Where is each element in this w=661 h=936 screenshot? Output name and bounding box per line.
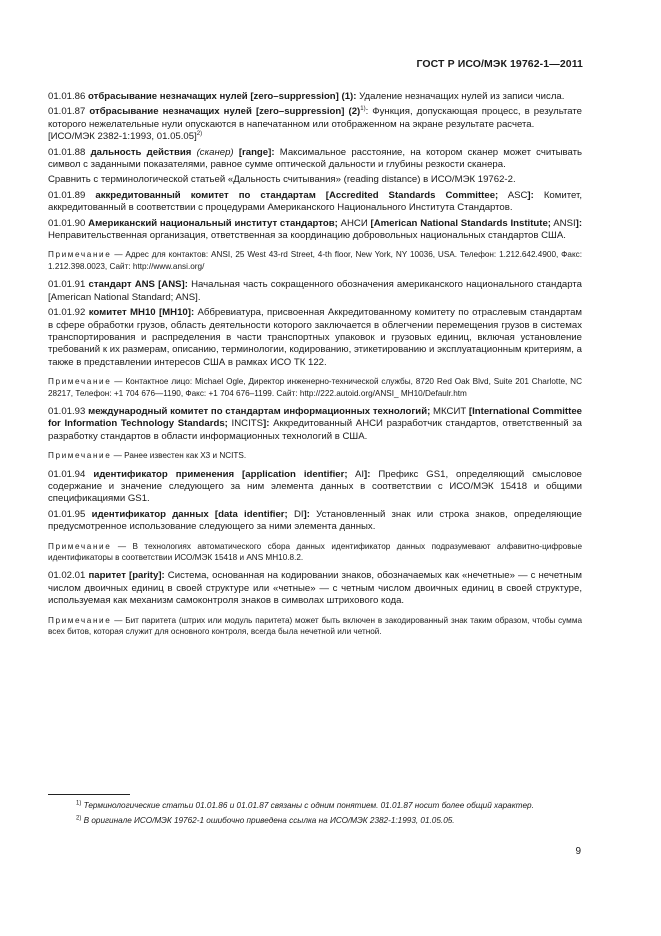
entry-abbr-en: ANSI xyxy=(551,217,576,229)
entry-reference: [ИСО/МЭК 2382-1:1993, 01.05.05] xyxy=(48,131,197,143)
entry-term-en: [American National Standards Institute; xyxy=(370,217,551,229)
entry-01-01-94 xyxy=(48,469,582,506)
entry-term: отбрасывание незначащих нулей [zero–suppression] (1): xyxy=(88,91,357,102)
entry-01-01-89 xyxy=(48,190,582,215)
note-text: — Бит паритета (штрих или модуль паритета) может быть включен в закодированный знак таким образом, чтобы сумма всех битов, которая служит для основного контроля, всегда была нечетной или четной. xyxy=(48,615,582,637)
note-01-01-93 xyxy=(48,450,582,461)
note-label: Примечание xyxy=(48,377,112,387)
entry-abbr: AI xyxy=(347,468,365,480)
entry-01-01-87 xyxy=(48,106,582,143)
note-01-01-95 xyxy=(48,541,582,564)
footnotes xyxy=(48,800,582,829)
note-text: — Адрес для контактов: ANSI, 25 West 43-rd Street, 4-th floor, New York, NY 10036, USA. Телефон: 1.212.642.4900, Факс: 1.212.398.0023, Сайт: http://www.ansi.org/ xyxy=(48,250,583,271)
note-01-02-01 xyxy=(48,615,582,638)
note-01-01-90 xyxy=(48,249,582,272)
entry-number: 01.01.88 xyxy=(48,146,86,158)
entry-term-end: ]: xyxy=(364,468,371,480)
entry-definition: Префикс GS1, определяющий смысловое содержание и значение следующего за ним элемента данных в соответствии с ИСО/МЭК 15418 и общими спецификациями GS1. xyxy=(48,468,582,505)
document-header: ГОСТ Р ИСО/МЭК 19762-1—2011 xyxy=(416,58,583,70)
entry-number: 01.01.86 xyxy=(48,91,86,102)
entry-term: дальность действия xyxy=(90,146,192,158)
entry-abbr: ASC xyxy=(498,189,528,201)
note-label: Примечание xyxy=(48,451,112,461)
page-number: 9 xyxy=(575,846,581,857)
entry-definition: Удаление незначащих нулей из записи числа. xyxy=(359,91,565,102)
entry-definition: : Функция, допускающая процесс, в результате которого нежелательные нули опускаются в напечатанном или отображенном на экране результате расчета. xyxy=(48,106,582,130)
entry-number: 01.01.93 xyxy=(48,405,86,417)
entry-01-01-92 xyxy=(48,307,582,369)
entry-term-en: [range]: xyxy=(238,146,275,158)
entry-number: 01.01.92 xyxy=(48,307,86,319)
entry-term: комитет MH10 [MH10]: xyxy=(88,307,195,319)
note-label: Примечание xyxy=(48,250,112,260)
entry-01-01-88 xyxy=(48,147,582,172)
entry-01-01-95 xyxy=(48,509,582,534)
entry-definition: Комитет, аккредитованный в соответствии с процедурами Американского Национального Института Стандартов. xyxy=(48,189,582,214)
entry-definition: Установленный знак или строка знаков, определяющие предусмотренное использование следующего за ними элемента данных. xyxy=(48,508,583,533)
entry-definition: Аккредитованный АНСИ разработчик стандартов, ответственный за разработку стандартов в области информационных технологий в США. xyxy=(48,418,582,442)
entry-term: международный комитет по стандартам информационных технологий; xyxy=(88,405,431,417)
entry-term: идентификатор данных [data identifier; xyxy=(91,508,288,520)
entry-definition: Начальная часть сокращенного обозначения американского национального стандарта [American National Standard; ANS]. xyxy=(48,279,582,303)
entry-number: 01.02.01 xyxy=(48,570,86,582)
footnote-text: В оригинале ИСО/МЭК 19762-1 ошибочно приведена ссылка на ИСО/МЭК 2382-1:1993, 01.05.05. xyxy=(83,815,455,825)
entry-number: 01.01.90 xyxy=(48,217,86,229)
entry-term: Американский национальный институт стандартов; xyxy=(88,217,338,229)
entry-term-en: [International Committee for Information Technology Standards; xyxy=(48,405,582,430)
note-01-01-92 xyxy=(48,376,582,399)
entry-number: 01.01.89 xyxy=(48,189,86,201)
note-label: Примечание xyxy=(48,615,112,625)
entry-term-end: ]: xyxy=(575,217,583,229)
entry-01-01-90 xyxy=(48,218,582,243)
entry-01-01-86 xyxy=(48,91,582,103)
footnote-divider xyxy=(48,794,130,795)
entry-definition: Неправительственная организация, ответственная за координацию добровольных национальных стандартов США. xyxy=(48,230,566,242)
entry-term: паритет [parity]: xyxy=(88,570,165,582)
entry-definition: Система, основанная на кодировании знаков, обозначаемых как «нечетные» — с нечетным числом двоичных единиц в своей структуре или «четные» — с четным числом двоичных единиц в своей структуре, используемая как механизм самоконтроля знаков в символах штрихового кода. xyxy=(48,570,583,607)
entry-term: стандарт ANS [ANS]: xyxy=(88,279,188,291)
entry-abbr: DI xyxy=(287,508,304,520)
entry-definition: Аббревиатура, присвоенная Аккредитованному комитету по отраслевым стандартам в сфере обработки грузов, область деятельности которого заключается в облегчении перемещения грузов в системах транспортирования и распределения в части транспортных упаковок и грузовых единиц, включая установление требований к их размерам, описанию, терминологии, кодированию, этикетированию и эксплуатационным критериям, а также в представлении интересов США в рамках ИСО ТК 122. xyxy=(48,307,583,368)
entry-term: аккредитованный комитет по стандартам [Accredited Standards Committee; xyxy=(95,189,499,201)
footnote-1 xyxy=(48,800,582,812)
entry-number: 01.01.95 xyxy=(48,508,86,520)
entry-abbr-en: INCITS xyxy=(227,418,263,430)
entry-domain: (сканер) xyxy=(196,146,234,158)
entry-01-01-93 xyxy=(48,406,582,443)
footnote-mark: 1) xyxy=(76,800,82,807)
note-text: — В технологиях автоматического сбора данных идентификатор данных подразумевают алфавитно-цифровые идентификаторы в соответствии ИСО/МЭК 15418 и ANS MH10.8.2. xyxy=(48,541,582,562)
note-text: — Ранее известен как X3 и NCITS. xyxy=(113,451,247,461)
entry-term-end: ]: xyxy=(303,508,310,520)
entry-01-01-91 xyxy=(48,279,582,304)
entry-number: 01.01.94 xyxy=(48,468,86,480)
entry-compare-note: Сравнить с терминологической статьей «Дальность считывания» (reading distance) в ИСО/МЭК 19762-2. xyxy=(48,174,516,186)
entry-term-end: ]: xyxy=(263,418,270,430)
entry-number: 01.01.91 xyxy=(48,279,86,291)
entry-term-end: ]: xyxy=(527,189,534,201)
footnote-text: Терминологические статьи 01.01.86 и 01.01.87 связаны с одним понятием. 01.01.87 носит более общий характер. xyxy=(83,801,534,810)
entry-number: 01.01.87 xyxy=(48,106,86,118)
note-text: — Контактное лицо: Michael Ogle, Директор инженерно-технической службы, 8720 Red Oak Blvd, Suite 201 Charlotte, NC 28217, Телефон: +1 704 676—1190, Факс: +1 704 676–1199. Сайт: http://222.autoid.org/ANSI_ MH10/Defaulr.htm xyxy=(48,377,583,398)
entry-abbr: АНСИ xyxy=(337,217,371,229)
footnote-2 xyxy=(48,815,582,827)
entry-01-02-01 xyxy=(48,570,582,607)
entry-abbr: МКСИТ xyxy=(430,405,469,417)
document-body xyxy=(48,91,582,644)
note-label: Примечание xyxy=(48,541,112,551)
footnote-mark: 2) xyxy=(76,814,82,821)
entry-definition: Максимальное расстояние, на котором сканер может считывать символ с заданными показателями, равное сумме оптической дальности и глубины резкости сканера. xyxy=(48,146,582,171)
entry-term: идентификатор применения [application identifier; xyxy=(93,468,348,480)
footnote-marker: 2) xyxy=(196,131,203,138)
entry-term: отбрасывание незначащих нулей [zero–suppression] (2) xyxy=(89,106,361,118)
footnote-marker: 1) xyxy=(360,106,366,113)
